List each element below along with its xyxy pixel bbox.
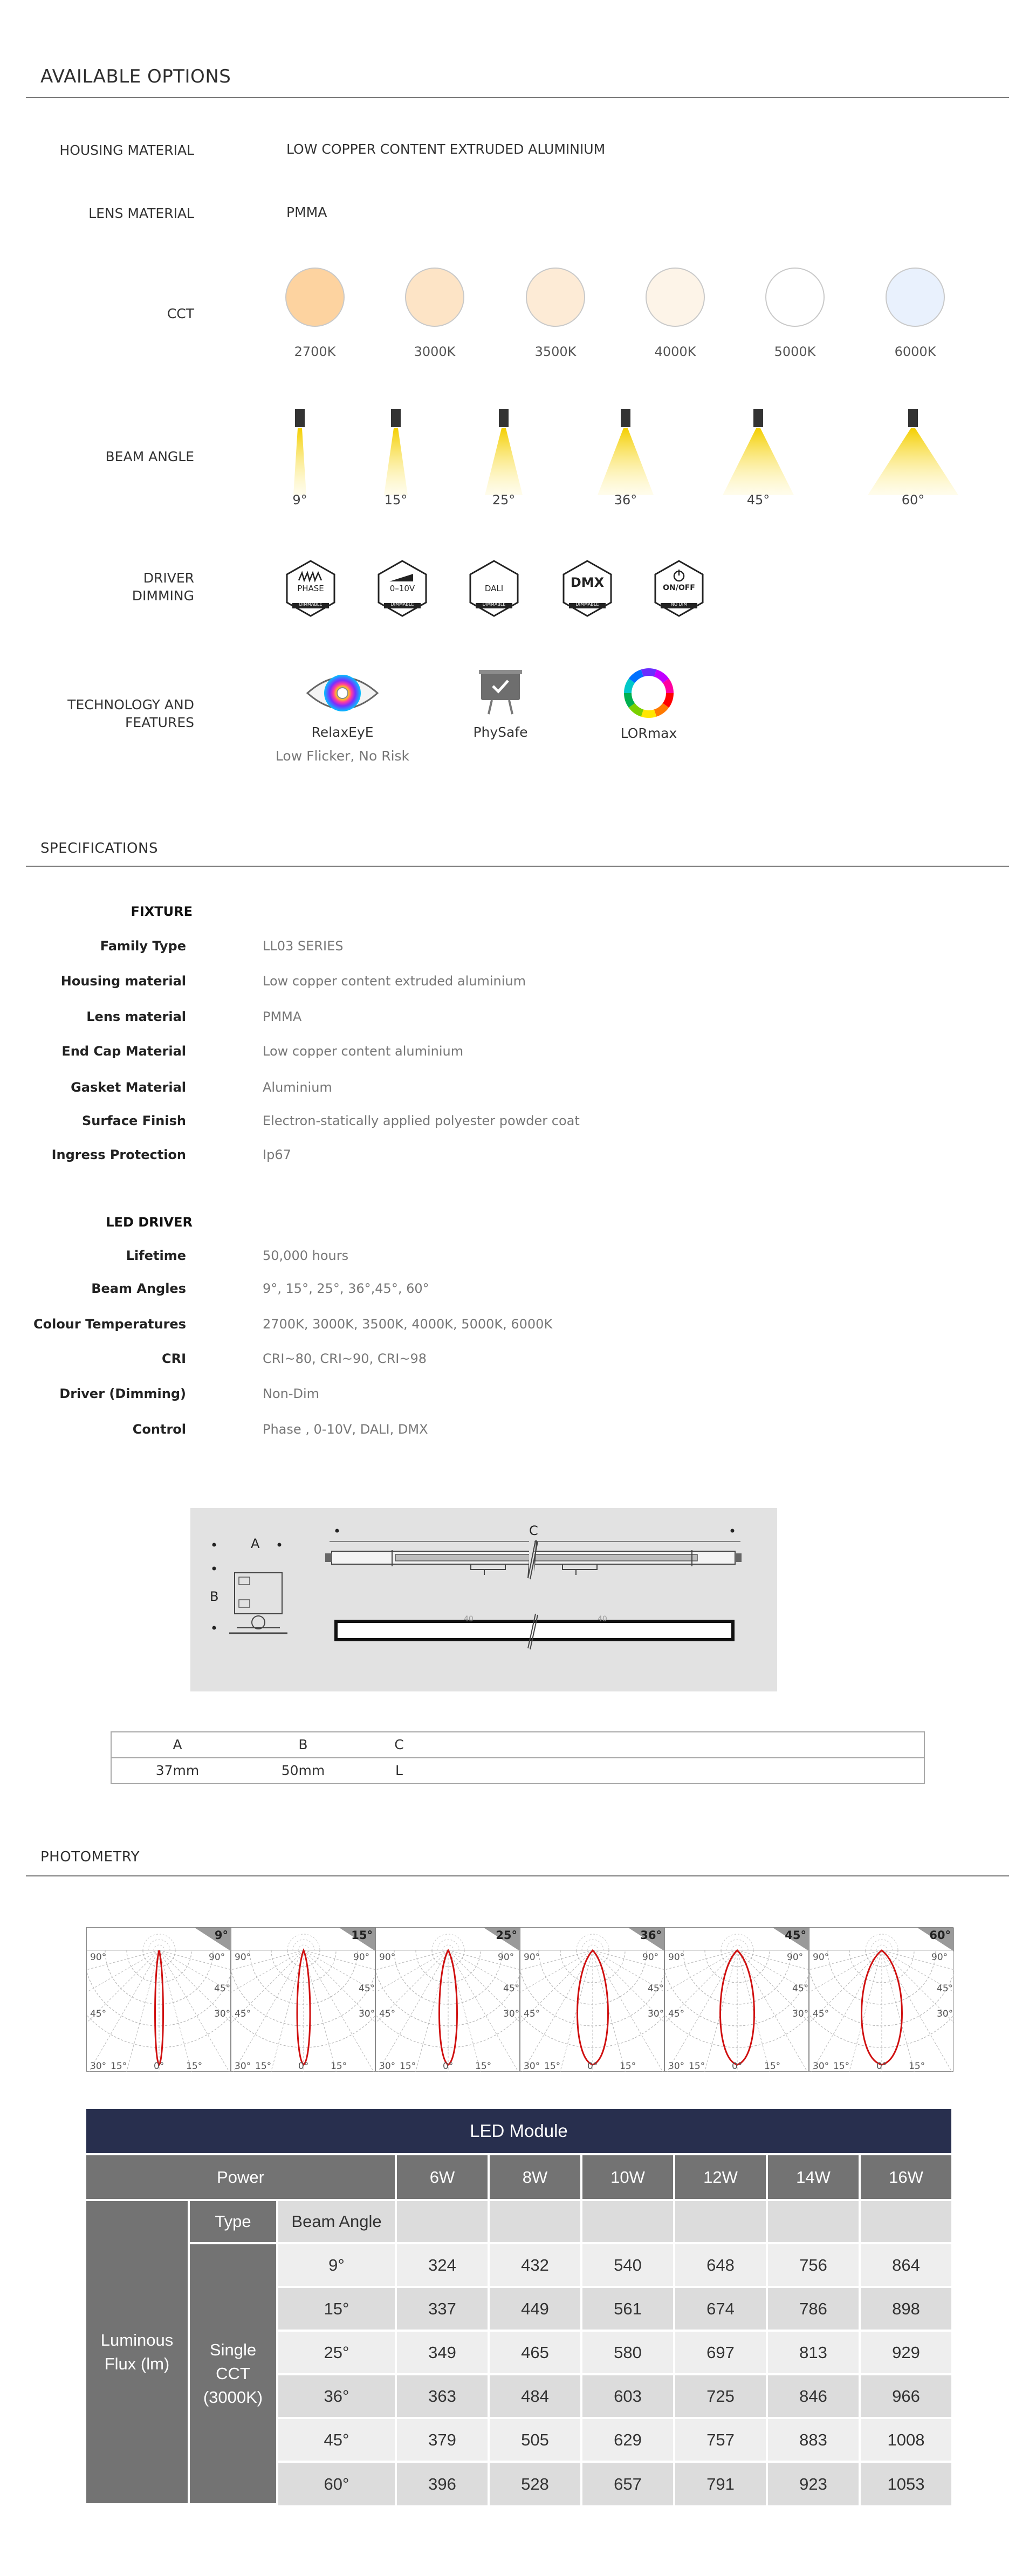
beam-badge-label: 45° <box>785 1929 806 1942</box>
power-label: Power <box>86 2155 395 2199</box>
beam-label-36°: 36° <box>614 492 637 508</box>
section-divider <box>26 866 1009 867</box>
beam-badge-label: 15° <box>351 1929 373 1942</box>
on-off-icon <box>654 560 704 617</box>
driver-name: ON/OFF <box>663 584 695 592</box>
angle-label: 30° <box>214 2009 231 2019</box>
angle-label: 90° <box>931 1952 948 1963</box>
feature-name-physafe: PhySafe <box>473 724 528 740</box>
power-header: 16W <box>861 2155 951 2199</box>
polar-diagram-15° <box>231 1927 375 2072</box>
angle-label: 45° <box>503 1983 520 1994</box>
cct-swatch-6000K <box>886 268 945 327</box>
flux-value-cell: 791 <box>675 2463 766 2505</box>
angle-label: 0° <box>876 2061 887 2072</box>
flux-value-cell: 923 <box>768 2463 859 2505</box>
polar-diagram-25° <box>375 1927 520 2072</box>
angle-label: 30° <box>668 2061 685 2072</box>
angle-label: 30° <box>90 2061 107 2072</box>
angle-label: 15° <box>909 2061 925 2072</box>
angle-label: 90° <box>379 1952 396 1963</box>
angle-label: 0° <box>587 2061 598 2072</box>
power-header: 10W <box>582 2155 673 2199</box>
flux-value-cell: 396 <box>397 2463 488 2505</box>
beam-angle-cell: 15° <box>278 2288 395 2330</box>
fixture-head-icon <box>499 409 509 427</box>
cct-label-3500K: 3500K <box>534 344 577 359</box>
section-divider <box>26 1875 1009 1876</box>
flux-value-cell: 465 <box>490 2332 580 2373</box>
fixture-head-icon <box>295 409 305 427</box>
flux-value-cell: 449 <box>490 2288 580 2330</box>
cct-swatch-2700K <box>285 268 345 327</box>
angle-label: 30° <box>359 2009 375 2019</box>
fixture-head-icon <box>908 409 918 427</box>
beam-angle-label: BEAM ANGLE <box>105 449 194 464</box>
svg-text:40: 40 <box>464 1615 474 1623</box>
angle-label: 90° <box>668 1952 685 1963</box>
angle-label: 90° <box>498 1952 514 1963</box>
feature-name-lormax: LORmax <box>620 725 677 741</box>
angle-label: 45° <box>90 2009 107 2019</box>
beam-angle-cell: 60° <box>278 2463 395 2505</box>
dmx-dimming-icon <box>562 560 612 617</box>
driver-name: PHASE <box>297 584 324 593</box>
spec-value: 2700K, 3000K, 3500K, 4000K, 5000K, 6000K <box>263 1317 553 1332</box>
dimension-value-a: 37mm <box>155 1763 200 1778</box>
polar-diagram-36° <box>520 1927 664 2072</box>
fixture-head-icon <box>753 409 763 427</box>
spec-value: 50,000 hours <box>263 1248 349 1263</box>
cct-label-2700K: 2700K <box>294 344 336 359</box>
spec-key: End Cap Material <box>61 1044 186 1059</box>
driver-sub: DIMMABLE <box>482 602 506 607</box>
angle-label: 30° <box>379 2061 396 2072</box>
cct-swatch-4000K <box>646 268 705 327</box>
beam-angle-cell: 25° <box>278 2332 395 2373</box>
beam-light <box>384 428 408 495</box>
dimension-table-header <box>112 1732 924 1758</box>
cct-swatch-3500K <box>526 268 585 327</box>
polar-diagram-9° <box>86 1927 231 2072</box>
flux-value-cell: 337 <box>397 2288 488 2330</box>
flux-value-cell: 580 <box>582 2332 673 2373</box>
flux-value-cell: 528 <box>490 2463 580 2505</box>
beam-label-9°: 9° <box>292 492 307 508</box>
spec-value: Low copper content aluminium <box>263 1044 464 1059</box>
angle-label: 45° <box>648 1983 664 1994</box>
cct-swatch-5000K <box>765 268 825 327</box>
spec-value: Phase , 0-10V, DALI, DMX <box>263 1422 428 1437</box>
lens-material-label: LENS MATERIAL <box>88 205 194 221</box>
angle-label: 45° <box>524 2009 540 2019</box>
spec-key: CRI <box>161 1351 186 1366</box>
beam-light <box>723 428 794 495</box>
0-10v-dimming-icon <box>378 560 427 617</box>
angle-label: 45° <box>813 2009 829 2019</box>
angle-label: 45° <box>235 2009 251 2019</box>
spec-key: Ingress Protection <box>51 1147 186 1162</box>
angle-label: 0° <box>154 2061 164 2072</box>
cct-swatch-3000K <box>405 268 464 327</box>
power-header: 8W <box>490 2155 580 2199</box>
angle-label: 15° <box>186 2061 203 2072</box>
empty-cell <box>861 2201 951 2242</box>
cct-label-5000K: 5000K <box>774 344 816 359</box>
driver-name: DMX <box>570 575 605 590</box>
beam-label-15°: 15° <box>384 492 408 508</box>
flux-value-cell: 324 <box>397 2244 488 2286</box>
flux-value-cell: 966 <box>861 2375 951 2417</box>
technology-features-label <box>0 696 194 731</box>
photometry-title: PHOTOMETRY <box>40 1849 140 1865</box>
dimension-table <box>111 1731 925 1784</box>
flux-value-cell: 929 <box>861 2332 951 2373</box>
eye-icon <box>302 666 383 720</box>
tech-label-line1: TECHNOLOGY AND <box>67 697 194 712</box>
housing-material-value: LOW COPPER CONTENT EXTRUDED ALUMINIUM <box>286 141 606 157</box>
feature-name-relaxeye: RelaxEyE <box>311 724 374 740</box>
angle-label: 30° <box>792 2009 809 2019</box>
angle-label: 45° <box>792 1983 809 1994</box>
flux-value-cell: 756 <box>768 2244 859 2286</box>
flux-value-cell: 363 <box>397 2375 488 2417</box>
angle-label: 90° <box>90 1952 107 1963</box>
flux-value-cell: 813 <box>768 2332 859 2373</box>
spec-value: Non-Dim <box>263 1386 320 1401</box>
polar-diagram-45° <box>664 1927 809 2072</box>
beam-cone-36° <box>595 409 656 498</box>
flux-value-cell: 757 <box>675 2419 766 2461</box>
angle-label: 45° <box>214 1983 231 1994</box>
flux-value-cell: 505 <box>490 2419 580 2461</box>
flux-value-cell: 864 <box>861 2244 951 2286</box>
led-driver-heading: LED DRIVER <box>106 1215 193 1230</box>
angle-label: 90° <box>209 1952 225 1963</box>
angle-label: 30° <box>235 2061 251 2072</box>
angle-label: 90° <box>524 1952 540 1963</box>
angle-label: 30° <box>503 2009 520 2019</box>
flux-value-cell: 540 <box>582 2244 673 2286</box>
angle-label: 90° <box>353 1952 370 1963</box>
spec-key: Lifetime <box>126 1248 186 1263</box>
driver-sub: NO DIM <box>670 602 688 607</box>
spec-key: Gasket Material <box>71 1080 186 1095</box>
beam-angle-cell: 9° <box>278 2244 395 2286</box>
angle-label: 45° <box>379 2009 396 2019</box>
beam-angle-label: Beam Angle <box>278 2201 395 2242</box>
beam-light <box>293 428 306 495</box>
flux-value-cell: 657 <box>582 2463 673 2505</box>
beam-cone-15° <box>381 409 410 498</box>
spec-value: Low copper content extruded aluminium <box>263 974 526 989</box>
driver-sub: DIMMABLE <box>299 602 323 607</box>
beam-badge-label: 60° <box>929 1929 951 1942</box>
technical-drawing <box>190 1508 777 1691</box>
beam-label-60°: 60° <box>901 492 925 508</box>
fixture-head-icon <box>391 409 401 427</box>
angle-label: 15° <box>833 2061 850 2072</box>
driver-label-line1: DRIVER <box>143 570 194 586</box>
flux-value-cell: 883 <box>768 2419 859 2461</box>
angle-label: 45° <box>937 1983 953 1994</box>
flux-value-cell: 561 <box>582 2288 673 2330</box>
cct-label: CCT <box>167 306 194 321</box>
driver-label-line2: DIMMING <box>132 588 194 604</box>
cct-label-4000K: 4000K <box>654 344 696 359</box>
flux-value-cell: 1053 <box>861 2463 951 2505</box>
lens-material-value: PMMA <box>286 204 327 220</box>
spec-key: Colour Temperatures <box>33 1317 186 1332</box>
power-header: 6W <box>397 2155 488 2199</box>
angle-label: 0° <box>443 2061 454 2072</box>
angle-label: 30° <box>648 2009 664 2019</box>
dimension-a-marker: A <box>251 1536 260 1551</box>
feature-sub-relaxeye: Low Flicker, No Risk <box>275 748 410 764</box>
cct-label-6000K: 6000K <box>894 344 936 359</box>
spec-value: LL03 SERIES <box>263 938 344 954</box>
spec-key: Housing material <box>60 974 186 989</box>
housing-material-label: HOUSING MATERIAL <box>59 142 194 158</box>
angle-label: 90° <box>787 1952 804 1963</box>
type-value: Single CCT (3000K) <box>190 2244 276 2503</box>
luminous-flux-label: Luminous Flux (lm) <box>86 2201 188 2503</box>
dimension-header-a: A <box>173 1737 182 1752</box>
beam-badge-label: 25° <box>496 1929 517 1942</box>
section-divider <box>26 97 1009 98</box>
angle-label: 15° <box>111 2061 127 2072</box>
empty-cell <box>582 2201 673 2242</box>
flux-value-cell: 349 <box>397 2332 488 2373</box>
tech-label-line2: FEATURES <box>125 715 194 730</box>
flux-value-cell: 697 <box>675 2332 766 2373</box>
empty-cell <box>675 2201 766 2242</box>
beam-label-45°: 45° <box>746 492 770 508</box>
beam-angle-cell: 36° <box>278 2375 395 2417</box>
spec-key: Surface Finish <box>81 1113 186 1128</box>
specifications-title: SPECIFICATIONS <box>40 840 158 857</box>
angle-label: 0° <box>298 2061 309 2072</box>
dimension-value-b: 50mm <box>281 1763 325 1778</box>
spec-value: 9°, 15°, 25°, 36°,45°, 60° <box>263 1281 429 1296</box>
color-ring-icon <box>622 666 676 720</box>
driver-name: 0–10V <box>389 584 415 593</box>
driver-dimming-label <box>0 569 194 605</box>
angle-label: 15° <box>400 2061 416 2072</box>
cct-label-3000K: 3000K <box>414 344 456 359</box>
flux-value-cell: 1008 <box>861 2419 951 2461</box>
angle-label: 15° <box>475 2061 492 2072</box>
flux-value-cell: 725 <box>675 2375 766 2417</box>
dali-dimming-icon <box>469 560 519 617</box>
flux-value-cell: 379 <box>397 2419 488 2461</box>
dimension-c-marker: C <box>529 1523 538 1538</box>
flux-value-cell: 846 <box>768 2375 859 2417</box>
spec-value: PMMA <box>263 1009 302 1024</box>
beam-cone-60° <box>865 409 961 498</box>
beam-cone-45° <box>720 409 797 498</box>
spec-key: Control <box>132 1422 186 1437</box>
power-header: 14W <box>768 2155 859 2199</box>
spec-value: CRI~80, CRI~90, CRI~98 <box>263 1351 427 1366</box>
angle-label: 0° <box>732 2061 743 2072</box>
angle-label: 30° <box>524 2061 540 2072</box>
dimension-header-b: B <box>298 1737 308 1752</box>
type-label: Type <box>190 2201 276 2242</box>
flux-value-cell: 603 <box>582 2375 673 2417</box>
angle-label: 90° <box>813 1952 829 1963</box>
angle-label: 30° <box>813 2061 829 2072</box>
angle-label: 45° <box>359 1983 375 1994</box>
phase-dimming-icon <box>286 560 335 617</box>
spec-key: Driver (Dimming) <box>59 1386 186 1401</box>
power-header: 12W <box>675 2155 766 2199</box>
angle-label: 15° <box>620 2061 636 2072</box>
empty-cell <box>397 2201 488 2242</box>
beam-badge-label: 9° <box>214 1929 228 1942</box>
angle-label: 15° <box>544 2061 561 2072</box>
spec-value: Electron-statically applied polyester powder coat <box>263 1113 580 1128</box>
polar-diagram-60° <box>809 1927 953 2072</box>
dimension-value-c: L <box>395 1763 403 1778</box>
beam-light <box>868 428 958 495</box>
flux-value-cell: 898 <box>861 2288 951 2330</box>
beam-light <box>485 428 523 495</box>
flux-value-cell: 432 <box>490 2244 580 2286</box>
beam-badge-label: 36° <box>640 1929 662 1942</box>
spec-value: Ip67 <box>263 1147 291 1162</box>
beam-angle-cell: 45° <box>278 2419 395 2461</box>
angle-label: 15° <box>255 2061 272 2072</box>
driver-sub: DIMMABLE <box>390 602 414 607</box>
flux-value-cell: 786 <box>768 2288 859 2330</box>
spec-key: Family Type <box>100 938 186 954</box>
beam-light <box>598 428 654 495</box>
spec-value: Aluminium <box>263 1080 332 1095</box>
spec-key: Lens material <box>86 1009 186 1024</box>
beam-cone-9° <box>291 409 309 498</box>
angle-label: 15° <box>689 2061 705 2072</box>
led-module-title: LED Module <box>86 2109 951 2153</box>
flux-value-cell: 629 <box>582 2419 673 2461</box>
available-options-title: AVAILABLE OPTIONS <box>40 66 231 87</box>
physafe-icon <box>479 669 522 717</box>
svg-text:40: 40 <box>598 1615 607 1623</box>
dimension-header-c: C <box>394 1737 404 1752</box>
angle-label: 15° <box>331 2061 347 2072</box>
empty-cell <box>768 2201 859 2242</box>
flux-value-cell: 484 <box>490 2375 580 2417</box>
beam-cone-25° <box>482 409 525 498</box>
angle-label: 90° <box>235 1952 251 1963</box>
flux-value-cell: 674 <box>675 2288 766 2330</box>
flux-value-cell: 648 <box>675 2244 766 2286</box>
beam-label-25°: 25° <box>492 492 516 508</box>
dimension-b-marker: B <box>210 1589 219 1604</box>
driver-name: DALI <box>484 584 504 593</box>
spec-key: Beam Angles <box>91 1281 186 1296</box>
angle-label: 45° <box>668 2009 685 2019</box>
angle-label: 30° <box>937 2009 953 2019</box>
driver-sub: DIMMABLE <box>575 602 599 607</box>
fixture-head-icon <box>621 409 630 427</box>
fixture-heading: FIXTURE <box>131 904 193 919</box>
angle-label: 15° <box>764 2061 781 2072</box>
empty-cell <box>490 2201 580 2242</box>
angle-label: 90° <box>642 1952 659 1963</box>
